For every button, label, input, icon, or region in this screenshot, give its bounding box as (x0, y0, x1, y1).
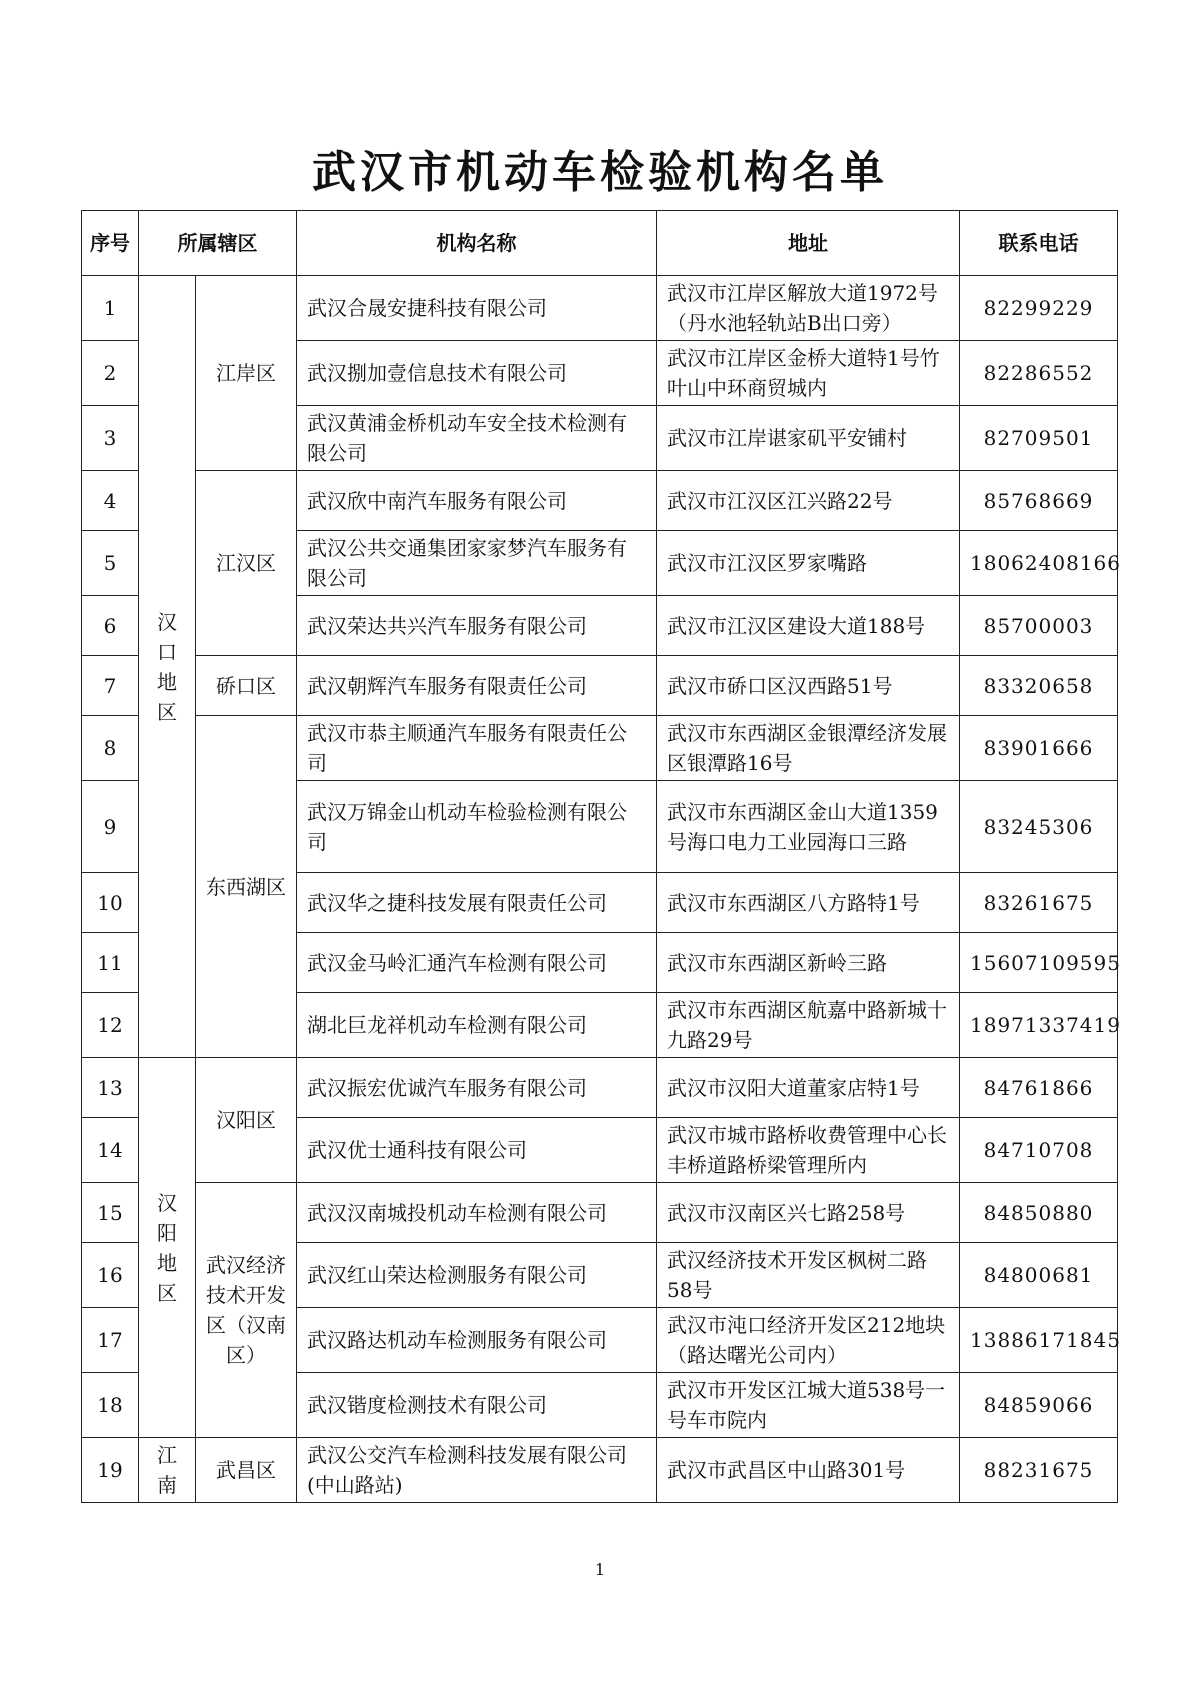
address: 武汉市汉阳大道董家店特1号 (657, 1058, 960, 1118)
header-district: 所属辖区 (139, 211, 297, 276)
phone: 85768669 (960, 471, 1118, 531)
row-number: 9 (82, 781, 139, 873)
phone: 83245306 (960, 781, 1118, 873)
org-name: 武汉公共交通集团家家梦汽车服务有限公司 (297, 531, 657, 596)
header-phone: 联系电话 (960, 211, 1118, 276)
address: 武汉市沌口经济开发区212地块（路达曙光公司内） (657, 1308, 960, 1373)
phone: 18062408166 (960, 531, 1118, 596)
table-row (82, 276, 1118, 341)
address: 武汉市江汉区罗家嘴路 (657, 531, 960, 596)
row-number: 16 (82, 1243, 139, 1308)
row-number: 8 (82, 716, 139, 781)
phone: 83261675 (960, 873, 1118, 933)
org-name: 湖北巨龙祥机动车检测有限公司 (297, 993, 657, 1058)
row-number: 3 (82, 406, 139, 471)
org-name: 武汉金马岭汇通汽车检测有限公司 (297, 933, 657, 993)
address: 武汉市东西湖区金山大道1359号海口电力工业园海口三路 (657, 781, 960, 873)
row-number: 11 (82, 933, 139, 993)
org-name: 武汉欣中南汽车服务有限公司 (297, 471, 657, 531)
org-name: 武汉路达机动车检测服务有限公司 (297, 1308, 657, 1373)
phone: 84859066 (960, 1373, 1118, 1438)
phone: 13886171845 (960, 1308, 1118, 1373)
table-row (82, 1438, 1118, 1503)
address: 武汉市城市路桥收费管理中心长丰桥道路桥梁管理所内 (657, 1118, 960, 1183)
address: 武汉市江岸区解放大道1972号（丹水池轻轨站B出口旁） (657, 276, 960, 341)
address: 武汉市开发区江城大道538号一号车市院内 (657, 1373, 960, 1438)
document-title: 武汉市机动车检验机构名单 (312, 147, 888, 198)
org-name: 武汉市恭主顺通汽车服务有限责任公司 (297, 716, 657, 781)
row-number: 4 (82, 471, 139, 531)
row-number: 14 (82, 1118, 139, 1183)
district-cell: 硚口区 (196, 656, 297, 716)
phone: 84710708 (960, 1118, 1118, 1183)
district-cell: 江汉区 (196, 471, 297, 656)
row-number: 6 (82, 596, 139, 656)
phone: 82299229 (960, 276, 1118, 341)
org-name: 武汉朝辉汽车服务有限责任公司 (297, 656, 657, 716)
org-name: 武汉捌加壹信息技术有限公司 (297, 341, 657, 406)
org-name: 武汉黄浦金桥机动车安全技术检测有限公司 (297, 406, 657, 471)
org-name: 武汉公交汽车检测科技发展有限公司(中山路站) (297, 1438, 657, 1503)
row-number: 2 (82, 341, 139, 406)
row-number: 10 (82, 873, 139, 933)
org-name: 武汉华之捷科技发展有限责任公司 (297, 873, 657, 933)
region-cell: 江南 (139, 1438, 196, 1503)
address: 武汉市东西湖区金银潭经济发展区银潭路16号 (657, 716, 960, 781)
table-row (82, 716, 1118, 781)
header-address: 地址 (657, 211, 960, 276)
district-cell: 江岸区 (196, 276, 297, 471)
address: 武汉市硚口区汉西路51号 (657, 656, 960, 716)
region-cell: 汉口地区 (139, 276, 196, 1058)
address: 武汉市江岸谌家矶平安铺村 (657, 406, 960, 471)
phone: 83901666 (960, 716, 1118, 781)
row-number: 7 (82, 656, 139, 716)
table-row (82, 656, 1118, 716)
row-number: 15 (82, 1183, 139, 1243)
row-number: 12 (82, 993, 139, 1058)
address: 武汉市江汉区江兴路22号 (657, 471, 960, 531)
org-name: 武汉红山荣达检测服务有限公司 (297, 1243, 657, 1308)
page-number: 1 (594, 1560, 606, 1579)
org-name: 武汉合晟安捷科技有限公司 (297, 276, 657, 341)
table-row (82, 1058, 1118, 1118)
address: 武汉市东西湖区航嘉中路新城十九路29号 (657, 993, 960, 1058)
region-cell: 汉阳地区 (139, 1058, 196, 1438)
phone: 84761866 (960, 1058, 1118, 1118)
address: 武汉市江汉区建设大道188号 (657, 596, 960, 656)
org-name: 武汉荣达共兴汽车服务有限公司 (297, 596, 657, 656)
phone: 18971337419 (960, 993, 1118, 1058)
phone: 82286552 (960, 341, 1118, 406)
address: 武汉市武昌区中山路301号 (657, 1438, 960, 1503)
table-row (82, 471, 1118, 531)
phone: 15607109595 (960, 933, 1118, 993)
row-number: 18 (82, 1373, 139, 1438)
phone: 84800681 (960, 1243, 1118, 1308)
address: 武汉市东西湖区八方路特1号 (657, 873, 960, 933)
row-number: 13 (82, 1058, 139, 1118)
phone: 84850880 (960, 1183, 1118, 1243)
table-row (82, 1183, 1118, 1243)
address: 武汉市江岸区金桥大道特1号竹叶山中环商贸城内 (657, 341, 960, 406)
row-number: 1 (82, 276, 139, 341)
address: 武汉市东西湖区新岭三路 (657, 933, 960, 993)
phone: 83320658 (960, 656, 1118, 716)
header-org: 机构名称 (297, 211, 657, 276)
phone: 88231675 (960, 1438, 1118, 1503)
district-cell: 汉阳区 (196, 1058, 297, 1183)
phone: 85700003 (960, 596, 1118, 656)
address: 武汉市汉南区兴七路258号 (657, 1183, 960, 1243)
org-name: 武汉振宏优诚汽车服务有限公司 (297, 1058, 657, 1118)
table-header-row (82, 211, 1118, 276)
district-cell: 武昌区 (196, 1438, 297, 1503)
row-number: 17 (82, 1308, 139, 1373)
phone: 82709501 (960, 406, 1118, 471)
district-cell: 东西湖区 (196, 716, 297, 1058)
row-number: 19 (82, 1438, 139, 1503)
address: 武汉经济技术开发区枫树二路58号 (657, 1243, 960, 1308)
header-no: 序号 (82, 211, 139, 276)
district-cell: 武汉经济技术开发区（汉南区） (196, 1183, 297, 1438)
row-number: 5 (82, 531, 139, 596)
org-name: 武汉万锦金山机动车检验检测有限公司 (297, 781, 657, 873)
org-name: 武汉优士通科技有限公司 (297, 1118, 657, 1183)
org-name: 武汉锴度检测技术有限公司 (297, 1373, 657, 1438)
org-name: 武汉汉南城投机动车检测有限公司 (297, 1183, 657, 1243)
inspection-agency-table (81, 210, 1121, 1503)
